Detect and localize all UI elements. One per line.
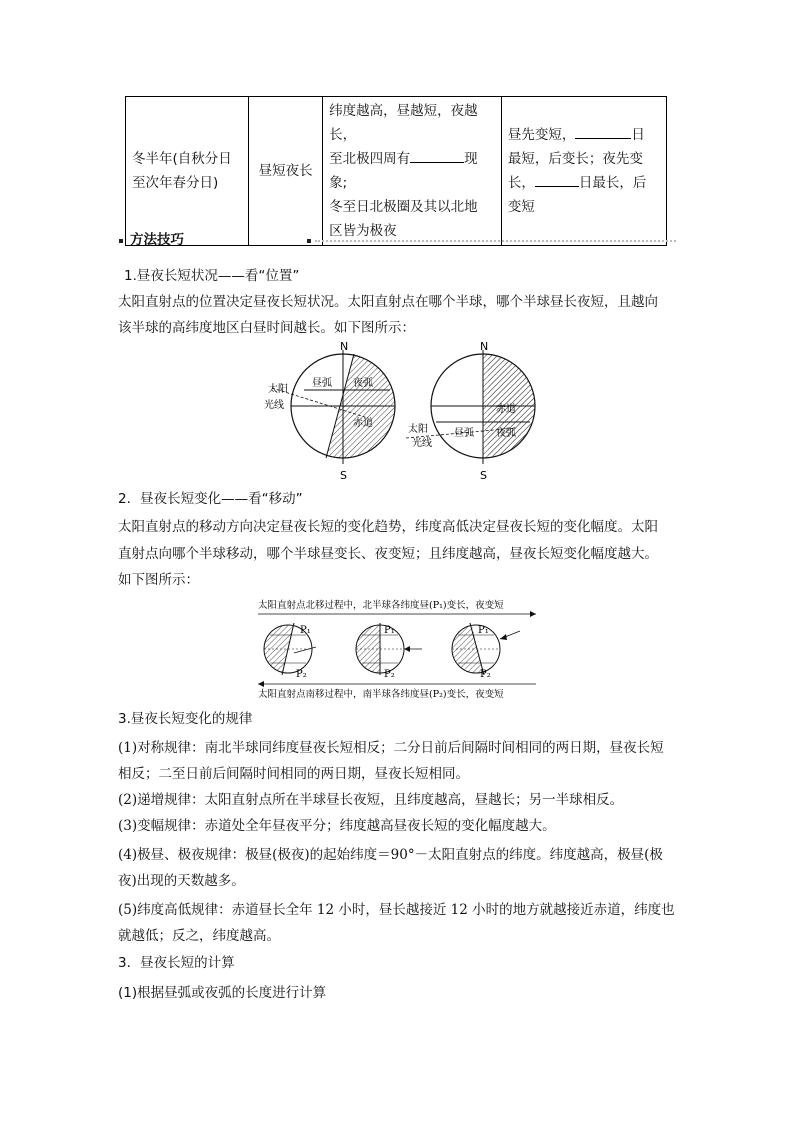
rule-line-4: 区皆为极夜 bbox=[329, 223, 397, 239]
summary-table bbox=[125, 96, 667, 246]
day-arc-label: 昼弧 bbox=[454, 428, 474, 439]
heading-rules: 3.昼夜长短变化的规律 bbox=[118, 711, 253, 727]
p1-label: P₁ bbox=[300, 625, 311, 636]
arrow-head-icon bbox=[404, 646, 410, 652]
left-globe bbox=[264, 342, 395, 482]
p1-label: P₁ bbox=[478, 625, 489, 636]
phenomenon-cell: 昼短夜长 bbox=[249, 97, 323, 246]
change-line-3 bbox=[508, 171, 660, 195]
rule-paragraph: (5)纬度高低规律：赤道昼长全年 12 小时，昼长越接近 12 小时的地方就越接近赤道，纬度也 bbox=[118, 902, 675, 918]
globe-2 bbox=[356, 623, 422, 680]
arrow-head-icon bbox=[530, 611, 536, 617]
day-night-arc-figure bbox=[256, 342, 546, 484]
rule-paragraph: 夜)出现的天数越多。 bbox=[118, 873, 245, 889]
south-label: S bbox=[340, 469, 347, 482]
globe-1 bbox=[264, 623, 316, 680]
arrow-head-icon bbox=[500, 634, 507, 640]
heading-position: 1.昼夜长短状况——看“位置” bbox=[124, 268, 300, 284]
season-line-2: 至次年春分日) bbox=[132, 175, 219, 191]
change-text: 长， bbox=[507, 175, 535, 191]
p2-label: P₂ bbox=[384, 669, 395, 680]
season-line-1: 冬半年(自秋分日 bbox=[132, 151, 232, 167]
change-line-2: 最短，后变长；夜先变 bbox=[507, 151, 643, 167]
paragraph-line: 如下图所示： bbox=[118, 572, 199, 588]
north-label: N bbox=[340, 342, 349, 353]
dotted-rule bbox=[315, 240, 676, 242]
change-line-4: 变短 bbox=[507, 199, 535, 215]
fill-blank[interactable] bbox=[535, 172, 579, 187]
southward-caption: 太阳直射点南移过程中，南半球各纬度昼(P₂)变长，夜变短 bbox=[258, 689, 504, 700]
rule-paragraph: 就越低；反之，纬度越高。 bbox=[118, 928, 280, 944]
rule-paragraph: (1)对称规律：南北半球同纬度昼夜长短相反；二分日前后间隔时间相同的两日期，昼夜长短 bbox=[118, 740, 664, 756]
sun-label: 太阳 bbox=[268, 384, 288, 395]
change-line-1 bbox=[508, 123, 660, 147]
paragraph-line: 太阳直射点的移动方向决定昼夜长短的变化趋势，纬度高低决定昼夜长短的变化幅度。太阳 bbox=[118, 519, 658, 535]
paragraph-line: 该半球的高纬度地区白昼时间越长。如下图所示： bbox=[118, 320, 415, 336]
day-arc-label: 昼弧 bbox=[312, 378, 332, 389]
ray-label: 光线 bbox=[412, 438, 432, 449]
sun-ray bbox=[294, 647, 316, 653]
p2-label: P₂ bbox=[296, 669, 307, 680]
paragraph-line: 直射点向哪个半球移动，哪个半球昼变长、夜变短；且纬度越高，昼夜长短变化幅度越大。 bbox=[118, 546, 658, 562]
rule-paragraph: 相反；二至日前后间隔时间相同的两日期，昼夜长短相同。 bbox=[118, 766, 469, 782]
night-arc-label: 夜弧 bbox=[353, 378, 373, 389]
sub-heading: (1)根据昼弧或夜弧的长度进行计算 bbox=[118, 985, 327, 1001]
latitude-rule-cell bbox=[323, 97, 502, 246]
change-text: 昼先变短， bbox=[507, 127, 576, 143]
change-text: 日最长，后 bbox=[578, 175, 647, 191]
night-arc-label: 夜弧 bbox=[496, 428, 516, 439]
globe-3 bbox=[452, 623, 520, 680]
rule-paragraph: (2)递增规律：太阳直射点所在半球昼长夜短，且纬度越高，昼越长；另一半球相反。 bbox=[118, 792, 624, 808]
equator-label: 赤道 bbox=[353, 418, 373, 429]
rule-paragraph: (3)变幅规律：赤道处全年昼夜平分；纬度越高昼夜长短的变化幅度越大。 bbox=[118, 818, 556, 834]
heading-movement: 2．昼夜长短变化——看“移动” bbox=[118, 491, 303, 507]
right-globe bbox=[406, 342, 535, 482]
south-label: S bbox=[480, 469, 487, 482]
day-length-change-figure bbox=[254, 597, 540, 701]
season-cell bbox=[126, 97, 249, 246]
section-divider bbox=[119, 237, 676, 245]
rule-text: 至北极四周有 bbox=[329, 151, 411, 167]
northward-caption: 太阳直射点北移过程中，北半球各纬度昼(P₁)变长，夜变短 bbox=[258, 600, 504, 611]
change-rule-cell bbox=[501, 97, 666, 246]
rule-paragraph: (4)极昼、极夜规律：极昼(极夜)的起始纬度＝90°－太阳直射点的纬度。纬度越高，极昼(极 bbox=[118, 847, 663, 863]
section-title: 方法技巧 bbox=[130, 232, 184, 248]
sun-label: 太阳 bbox=[408, 424, 428, 435]
table-row bbox=[126, 97, 667, 246]
change-text: 日 bbox=[631, 127, 645, 143]
fill-blank[interactable] bbox=[575, 124, 631, 139]
paragraph-line: 太阳直射点的位置决定昼夜长短状况。太阳直射点在哪个半球，哪个半球昼长夜短，且越向 bbox=[118, 294, 658, 310]
fill-blank[interactable] bbox=[410, 148, 464, 163]
square-bullet-icon bbox=[307, 239, 311, 243]
heading-calculation: 3．昼夜长短的计算 bbox=[118, 955, 235, 971]
rule-text: 现象; bbox=[329, 151, 478, 191]
p2-label: P₂ bbox=[480, 669, 491, 680]
p1-label: P₁ bbox=[384, 625, 395, 636]
equator-label: 赤道 bbox=[496, 404, 516, 415]
ray-label: 光线 bbox=[264, 400, 284, 411]
north-label: N bbox=[480, 342, 489, 353]
rule-line-3: 冬至日北极圈及其以北地 bbox=[329, 199, 478, 215]
rule-line-2 bbox=[329, 147, 495, 195]
square-bullet-icon bbox=[119, 239, 123, 243]
rule-line-1: 纬度越高，昼越短，夜越长， bbox=[329, 103, 478, 143]
arrow-head-icon bbox=[258, 681, 264, 687]
